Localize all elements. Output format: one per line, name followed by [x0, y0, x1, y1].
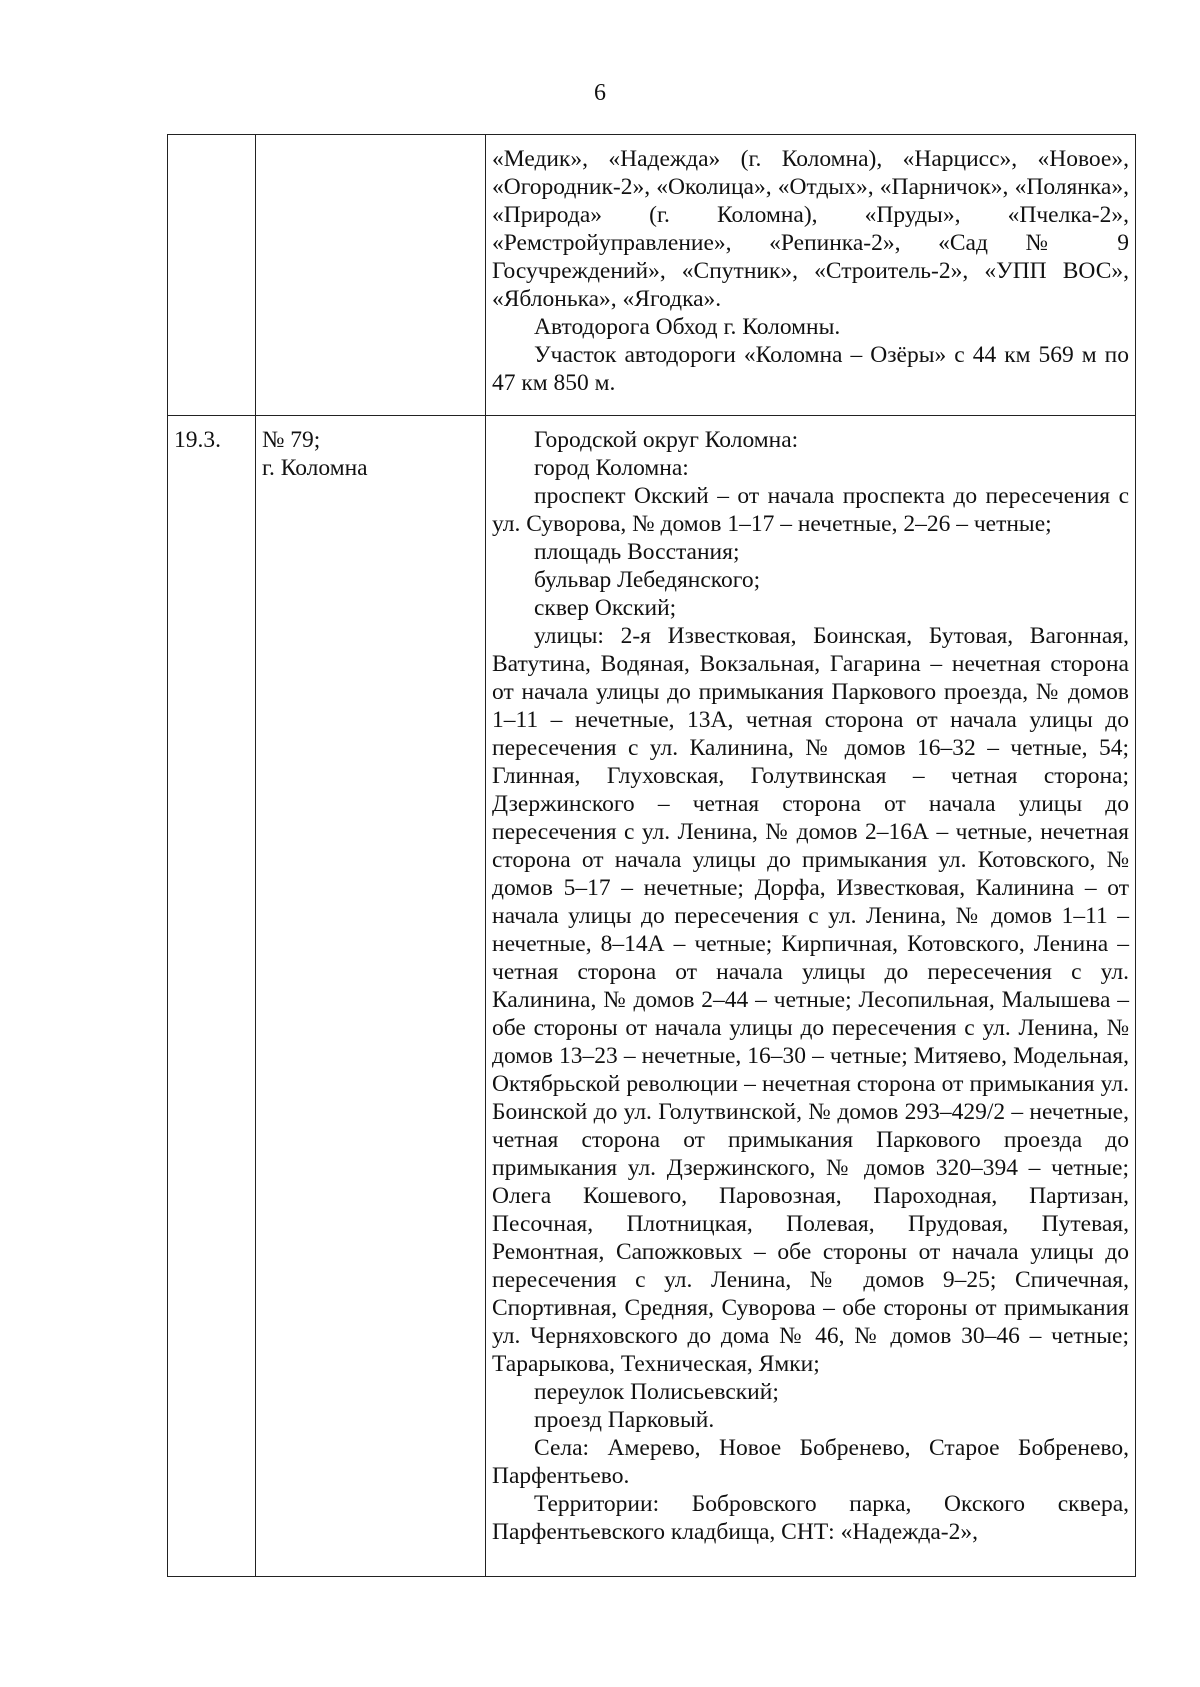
table-row [168, 135, 1136, 416]
territory-paragraph: проезд Парковый. [534, 1407, 715, 1433]
row-number-cell [168, 135, 256, 416]
table-row [168, 416, 1136, 1577]
territory-paragraph: площадь Восстания; [534, 539, 740, 565]
territory-paragraph: переулок Полисьевский; [534, 1379, 779, 1405]
territory-paragraph: Села: Амерево, Новое Бобренево, Старое Бобренево, Парфентьево. [492, 1435, 1129, 1489]
territory-description-cell [486, 135, 1136, 416]
territory-paragraph: город Коломна: [534, 455, 689, 481]
district-number: № 79; [262, 427, 321, 453]
territory-paragraph: проспект Окский – от начала проспекта до пересечения с ул. Суворова, № домов 1–17 – нечетные, 2–26 – четные; [492, 483, 1129, 537]
page-number: 6 [594, 80, 606, 106]
territory-description-cell [486, 416, 1136, 1577]
territory-paragraph: бульвар Лебедянского; [534, 567, 761, 593]
district-cell [256, 135, 486, 416]
district-cell [256, 416, 486, 1577]
territory-paragraph: Автодорога Обход г. Коломны. [534, 314, 841, 340]
territory-paragraph: Участок автодороги «Коломна – Озёры» с 44 км 569 м по 47 км 850 м. [492, 342, 1129, 396]
districts-table [167, 134, 1136, 1577]
territory-paragraph: Городской округ Коломна: [534, 427, 799, 453]
territory-paragraph: улицы: 2-я Известковая, Боинская, Бутовая, Вагонная, Ватутина, Водяная, Вокзальная, Гагарина – нечетная сторона от начала улицы до примыкания Паркового проезда, № домов 1–11 – нечетные, 13А, четная сторона от начала улицы до пересечения с ул. Калинина, № домов 16–32 – четные, 54; Глинная, Глуховская, Голутвинская – четная сторона; Дзержинского – четная сторона от начала улицы до пересечения с ул. Ленина, № домов 2–16А – четные, нечетная сторона от начала улицы до примыкания ул. Котовского, № домов 5–17 – нечетные; Дорфа, Известковая, Калинина – от начала улицы до пересечения с ул. Ленина, № домов 1–11 – нечетные, 8–14А – четные; Кирпичная, Котовского, Ленина – четная сторона от начала улицы до пересечения с ул. Калинина, № домов 2–44 – четные; Лесопильная, Малышева – обе стороны от начала улицы до пересечения с ул. Ленина, № домов 13–23 – нечетные, 16–30 – четные; Митяево, Модельная, Октябрьской революции – нечетная сторона от примыкания ул. Боинской до ул. Голутвинской, № домов 293–429/2 – нечетные, четная сторона от примыкания Паркового проезда до примыкания ул. Дзержинского, № домов 320–394 – четные; Олега Кошевого, Паровозная, Пароходная, Партизан, Песочная, Плотницкая, Полевая, Прудовая, Путевая, Ремонтная, Сапожковых – обе стороны от начала улицы до пересечения с ул. Ленина, № домов 9–25; Спичечная, Спортивная, Средняя, Суворова – обе стороны от примыкания ул. Черняховского до дома № 46, № домов 30–46 – четные; Тарарыкова, Техническая, Ямки; [492, 623, 1129, 1377]
district-city: г. Коломна [262, 455, 368, 481]
row-number: 19.3. [174, 427, 221, 453]
territory-paragraph: Территории: Бобровского парка, Окского сквера, Парфентьевского кладбища, СНТ: «Надежда-2», [492, 1491, 1129, 1545]
row-number-cell [168, 416, 256, 1577]
territory-paragraph: «Медик», «Надежда» (г. Коломна), «Нарцисс», «Новое», «Огородник-2», «Околица», «Отдых», «Парничок», «Полянка», «Природа» (г. Коломна), «Пруды», «Пчелка-2», «Ремстройуправление», «Репинка-2», «Сад № 9 Госучреждений», «Спутник», «Строитель-2», «УПП ВОС», «Яблонька», «Ягодка». [492, 146, 1129, 312]
territory-paragraph: сквер Окский; [534, 595, 677, 621]
